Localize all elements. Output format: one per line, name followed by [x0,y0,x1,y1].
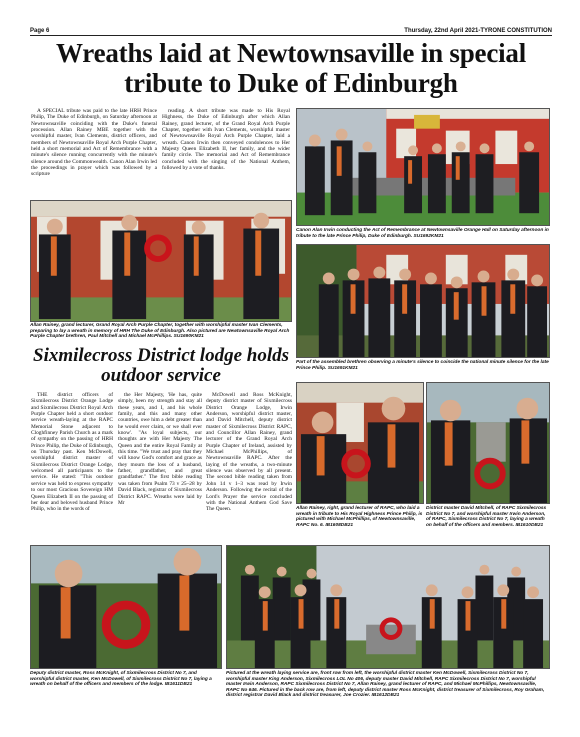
caption-1: Canon Alan Irwin conducting the Act of Remembrance at Newtownsaville Orange Hall on Saturday afternoon in tribute to the late Prince Philip, Duke of Edinburgh. SU1692KM21 [296,228,549,239]
photo-rainey-wreath [30,200,292,322]
article2-col1: THE district officers of Sixmilecross District Orange Lodge and Sixmilecross District Royal Arch Purple Chapter held a short outdoor service wreath-laying at the RAPC Memorial Stone adjacent to Cloghfinney Parish Church as a mark of sympathy on the passing of HRH Prince Philip, the Duke of Edinburgh, on Thursday past. Ken McDowell, worshipful district master of Sixmilecross District Orange Lodge, welcomed all participants to the service. He stated: "This outdoor service was held to express sympathy to our most Gracious Sovereign HM Queen Elizabeth II on the passing of her dear and beloved husband Prince Philip, who in the words of [31,392,113,513]
photo-group-wreath-service [226,545,550,669]
article2-col2: the Her Majesty, 'He has, quite simply, been my strength and stay all these years, and I, and his whole family, and this and many other countries, owe him a debt greater than he would ever claim, or we shall ever know'. "As loyal subjects, our thoughts are with Her Majesty The Queen and the entire Royal Family at this time. "We trust and pray that they will know God's comfort and grace as they mourn the loss of a husband, father, grandfather, and great grandfather." The first bible reading was taken from Psalm 73 v 25–28 by David Black, registrar of Sixmilecross District RAPC. Wreaths were laid by Mr [118,392,202,506]
article1-col1: A SPECIAL tribute was paid to the late HRH Prince Philip, The Duke of Edinburgh, on Saturday afternoon at Newtownsaville coinciding with the Duke's funeral procession. Allan Rainey MBE together with the worshipful master, Ivan Clements, district officers, and members of Newtownsaville Royal Arch Purple Chapter, held a short memorial and Act of Remembrance with a minute's silence running concurrently with the minute's silence around the Commonwealth. Canon Alan Irwin led the proceedings in prayer which was followed by a scripture [31,108,157,178]
caption-5: District master David Mitchell, of RAPC Sixmilecross District No 7, and worshipful master Irwin Anderson, of RAPC, Sixmilecross District No 7, laying a wreath on behalf of the officers and members. IB1610DB21 [426,506,547,528]
page-number: Page 6 [30,27,50,34]
photo-canon-irwin [296,108,550,226]
article1-col2: reading. A short tribute was made to His Royal Highness, the Duke of Edinburgh after which Allan Rainey, grand lecturer, of the Grand Royal Arch Purple Chapter, together with Ivan Clements, worshipful master of Newtownsaville Royal Arch Purple Chapter, laid a wreath. Canon Irwin then conveyed condolences to Her Majesty Queen Elizabeth II, her family, and the wider family circle. The memorial and Act of Remembrance concluded with the singing of the National Anthem, followed by a vote of thanks. [162,108,290,172]
photo-rainey-mcphillips [296,382,424,504]
page-header [30,26,552,36]
subheadline: Sixmilecross District lodge holds outdoor service [33,345,289,386]
caption-4: Allan Rainey, right, grand lecturer of RAPC, who laid a wreath in tribute to His Royal Highness Prince Philip, is pictured with Michael McPhillips, of Newtownsaville, RAPC No. 6. IB1608DB21 [296,506,423,528]
dateline: Thursday, 22nd April 2021-TYRONE CONSTITUTION [404,27,552,34]
photo-mitchell-anderson [426,382,550,504]
article2-col3: McDowell and Ross McKnight, deputy district master of Sixmilecross District Orange Lodge, Irwin Anderson, worshipful district master, and David Mitchell, deputy district master of Sixmilecross District RAPC, and Councillor Allan Rainey, grand lecturer of the Grand Royal Arch Purple Chapter of Ireland, assisted by Michael McPhillips, of Newtownsaville RAPC. After the laying of the wreaths, a two-minute silence was observed by all present. The second bible reading taken from John 14 v 1–3 was read by Irwin Anderson. Following the recital of the Lord's Prayer the service concluded with the National Anthem God Save The Queen. [206,392,292,513]
caption-7: Pictured at the wreath laying service are, front row from left, the worshipful district master Ken McDowell, Sixmilecross District No 7, worshipful master King Anderson, Sixmilecross LOL No 406, deputy master David Mitchell, RAPC Sixmilecross District No 7, worshipful master Irwin Anderson, RAPC Sixmilecross District No 7, Allan Rainey, grand lecturer of RAPC, and Michael McPhillips, Newtownsaville, RAPC No 646. Pictured in the back row are, from left, deputy district master Ross McKnight, district treasurer of Sixmilecross, Roy Graham, district registrar David Black and district treasurer, Joe Crozier. IB1612DB21 [226,671,545,699]
caption-6: Deputy district master, Ross McKnight, of Sixmilecross District No 7, and worshipful district master, Ken McDowell, of Sixmilecross District No 7, laying a wreath on behalf of the officers and members of the lodge. IB1611DB21 [30,671,212,688]
main-headline: Wreaths laid at Newtownsaville in special tribute to Duke of Edinburgh [55,38,527,98]
caption-3: Part of the assembled brethren observing a minute's silence to coincide the national minute silence for the late Prince Philip. SU1691KM21 [296,360,549,371]
caption-2: Allan Rainey, grand lecturer, Grand Royal Arch Purple Chapter, together with worshipful master Ivan Clements, preparing to lay a wreath in memory of HRH The Duke of Edinburgh. Also pictured are Newtownsaville Royal Arch Purple Chapter brethren, Paul Mitchell and Michael McPhillips. SU1690KM21 [30,323,290,340]
photo-minute-silence [296,244,550,358]
photo-mcknight-mcdowell [30,545,222,669]
